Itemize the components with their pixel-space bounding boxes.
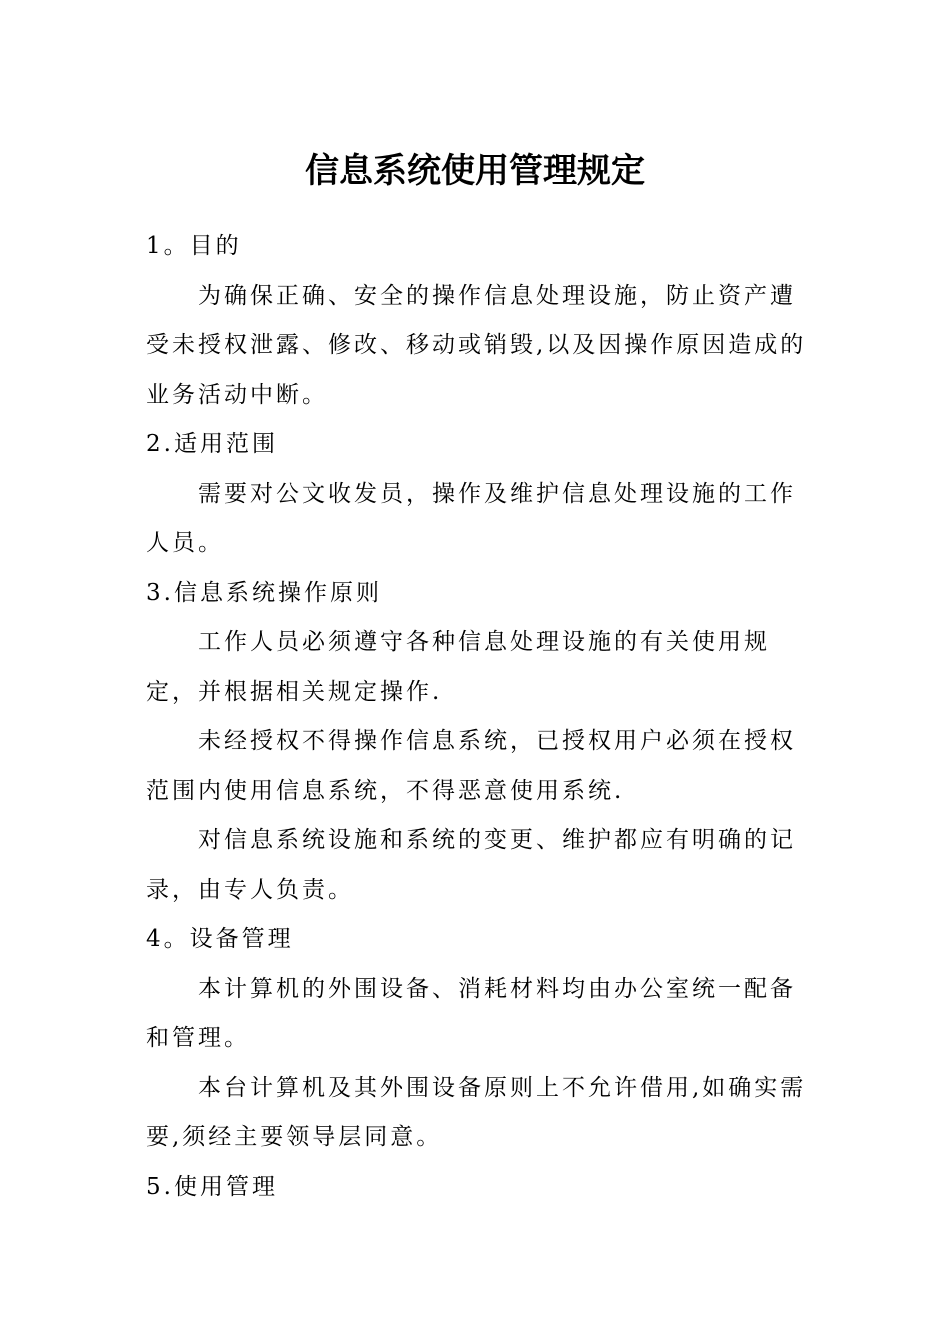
section-heading-usage-management: 5.使用管理 <box>146 1173 278 1200</box>
paragraph-operation-principle-1: 工作人员必须遵守各种信息处理设施的有关使用规定，并根据相关规定操作. <box>146 629 770 705</box>
section-heading-equipment-management: 4。设备管理 <box>146 926 294 952</box>
section-heading-operation-principles: 3.信息系统操作原则 <box>146 579 382 606</box>
section-heading-purpose: 1。目的 <box>146 233 242 259</box>
paragraph-purpose: 为确保正确、安全的操作信息处理设施，防止资产遭受未授权泄露、修改、移动或销毁,以及因操作原因造成的业务活动中断。 <box>146 282 807 408</box>
paragraph-equipment-management-2: 本台计算机及其外围设备原则上不允许借用,如确实需要,须经主要领导层同意。 <box>146 1074 807 1150</box>
paragraph-operation-principle-3: 对信息系统设施和系统的变更、维护都应有明确的记录，由专人负责。 <box>146 827 796 903</box>
paragraph-scope: 需要对公文收发员，操作及维护信息处理设施的工作人员。 <box>146 480 796 556</box>
paragraph-operation-principle-2: 未经授权不得操作信息系统，已授权用户必须在授权范围内使用信息系统，不得恶意使用系统. <box>146 728 796 804</box>
paragraph-equipment-management-1: 本计算机的外围设备、消耗材料均由办公室统一配备和管理。 <box>146 975 796 1051</box>
document-body <box>146 222 810 1212</box>
section-heading-scope: 2.适用范围 <box>146 431 278 457</box>
document-title: 信息系统使用管理规定 <box>305 150 645 191</box>
